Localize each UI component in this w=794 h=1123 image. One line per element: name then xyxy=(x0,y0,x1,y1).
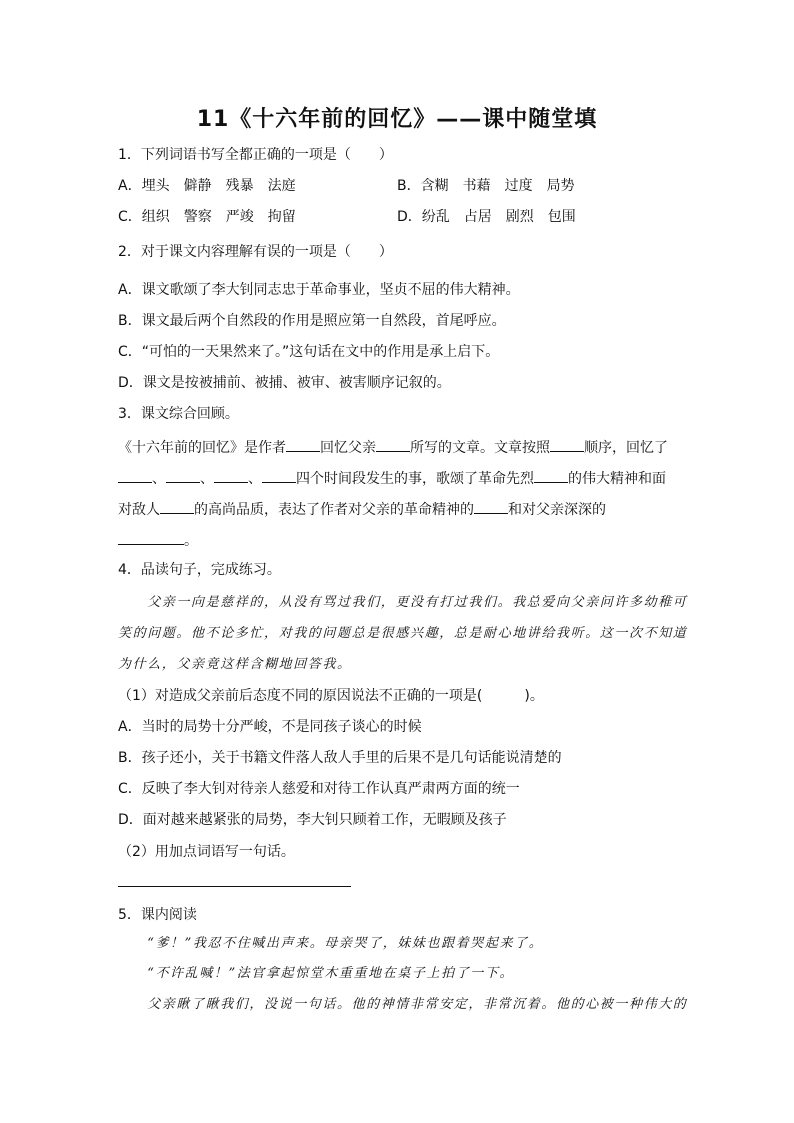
fill-blank[interactable] xyxy=(286,436,320,452)
q3-line-3 xyxy=(118,498,606,520)
q4-passage-line: 为什么，父亲竟这样含糊地回答我。 xyxy=(118,657,352,672)
fill-blank[interactable] xyxy=(118,467,152,483)
fill-blank[interactable] xyxy=(214,467,248,483)
q3-text: 对敌人 xyxy=(118,502,160,518)
q4-option-a[interactable]: A．当时的局势十分严峻，不是同孩子谈心的时候 xyxy=(118,719,422,735)
q4-stem: 4．品读句子，完成练习。 xyxy=(118,562,281,578)
q3-text: 《十六年前的回忆》是作者 xyxy=(118,440,286,456)
q3-separator: 、 xyxy=(200,471,214,487)
q3-text: 四个时间段发生的事，歌颂了革命先烈 xyxy=(296,471,534,487)
q3-text: 和对父亲深深的 xyxy=(508,502,606,518)
q3-text: 回忆父亲 xyxy=(320,440,376,456)
q3-text: 所写的文章。文章按照 xyxy=(410,440,550,456)
q2-option-d[interactable]: D．课文是按被捕前、被捕、被审、被害顺序记叙的。 xyxy=(118,375,451,391)
q5-passage-line: “不许乱喊！”法官拿起惊堂木重重地在桌子上拍了一下。 xyxy=(118,966,515,981)
q5-stem: 5．课内阅读 xyxy=(118,907,197,923)
fill-blank[interactable] xyxy=(550,436,584,452)
fill-blank[interactable] xyxy=(534,467,568,483)
q1-option-c[interactable]: C．组织 警察 严竣 拘留 xyxy=(118,209,296,225)
q2-stem: 2．对于课文内容理解有误的一项是（ ） xyxy=(118,244,393,260)
q1-option-d[interactable]: D．纷乱 占居 剧烈 包围 xyxy=(397,209,576,225)
q4-passage-line: 笑的问题。他不论多忙，对我的问题总是很感兴趣，总是耐心地讲给我听。这一次不知道 xyxy=(118,626,688,641)
fill-blank[interactable] xyxy=(376,436,410,452)
page-title: 11《十六年前的回忆》——课中随堂填 xyxy=(196,107,598,132)
q3-text: 的伟大精神和面 xyxy=(568,471,666,487)
q2-option-a[interactable]: A．课文歌颂了李大钊同志忠于革命事业，坚贞不屈的伟大精神。 xyxy=(118,282,520,298)
q3-line-2 xyxy=(118,467,666,489)
q5-passage-line: 父亲瞅了瞅我们，没说一句话。他的神情非常安定，非常沉着。他的心被一种伟大的 xyxy=(118,997,688,1012)
q3-separator: 、 xyxy=(152,471,166,487)
q3-separator: 、 xyxy=(248,471,262,487)
answer-line[interactable] xyxy=(118,886,351,887)
q3-text: 的高尚品质，表达了作者对父亲的革命精神的 xyxy=(194,502,474,518)
q1-option-a[interactable]: A．埋头 僻静 残暴 法庭 xyxy=(118,178,296,194)
q3-text: 顺序，回忆了 xyxy=(584,440,668,456)
q5-passage-line: “爹！”我忍不住喊出声来。母亲哭了，妹妹也跟着哭起来了。 xyxy=(118,936,544,951)
q1-stem: 1．下列词语书写全都正确的一项是（ ） xyxy=(118,147,393,163)
fill-blank[interactable] xyxy=(166,467,200,483)
fill-blank[interactable] xyxy=(262,467,296,483)
q4-sub-question-2: （2）用加点词语写一句话。 xyxy=(118,844,295,860)
q2-option-b[interactable]: B．课文最后两个自然段的作用是照应第一自然段，首尾呼应。 xyxy=(118,313,506,329)
fill-blank[interactable] xyxy=(474,498,508,514)
q4-option-b[interactable]: B．孩子还小，关于书籍文件落人敌人手里的后果不是几句话能说清楚的 xyxy=(118,750,562,766)
q4-option-d[interactable]: D．面对越来越紧张的局势，李大钊只顾着工作，无暇顾及孩子 xyxy=(118,812,507,828)
q3-text: 。 xyxy=(184,533,198,549)
q4-sub-question-1: （1）对造成父亲前后态度不同的原因说法不正确的一项是( )。 xyxy=(118,688,544,704)
q3-line-1 xyxy=(118,436,668,458)
q4-passage-line: 父亲一向是慈祥的，从没有骂过我们，更没有打过我们。我总爱向父亲问许多幼稚可 xyxy=(118,595,688,610)
q3-line-4 xyxy=(118,529,198,551)
q3-stem: 3．课文综合回顾。 xyxy=(118,406,239,422)
fill-blank[interactable] xyxy=(118,529,184,545)
fill-blank[interactable] xyxy=(160,498,194,514)
q1-option-b[interactable]: B．含糊 书藉 过度 局势 xyxy=(397,178,575,194)
q4-option-c[interactable]: C．反映了李大钊对待亲人慈爱和对待工作认真严肃两方面的统一 xyxy=(118,781,520,797)
q2-option-c[interactable]: C．“可怕的一天果然来了。”这句话在文中的作用是承上启下。 xyxy=(118,344,500,360)
